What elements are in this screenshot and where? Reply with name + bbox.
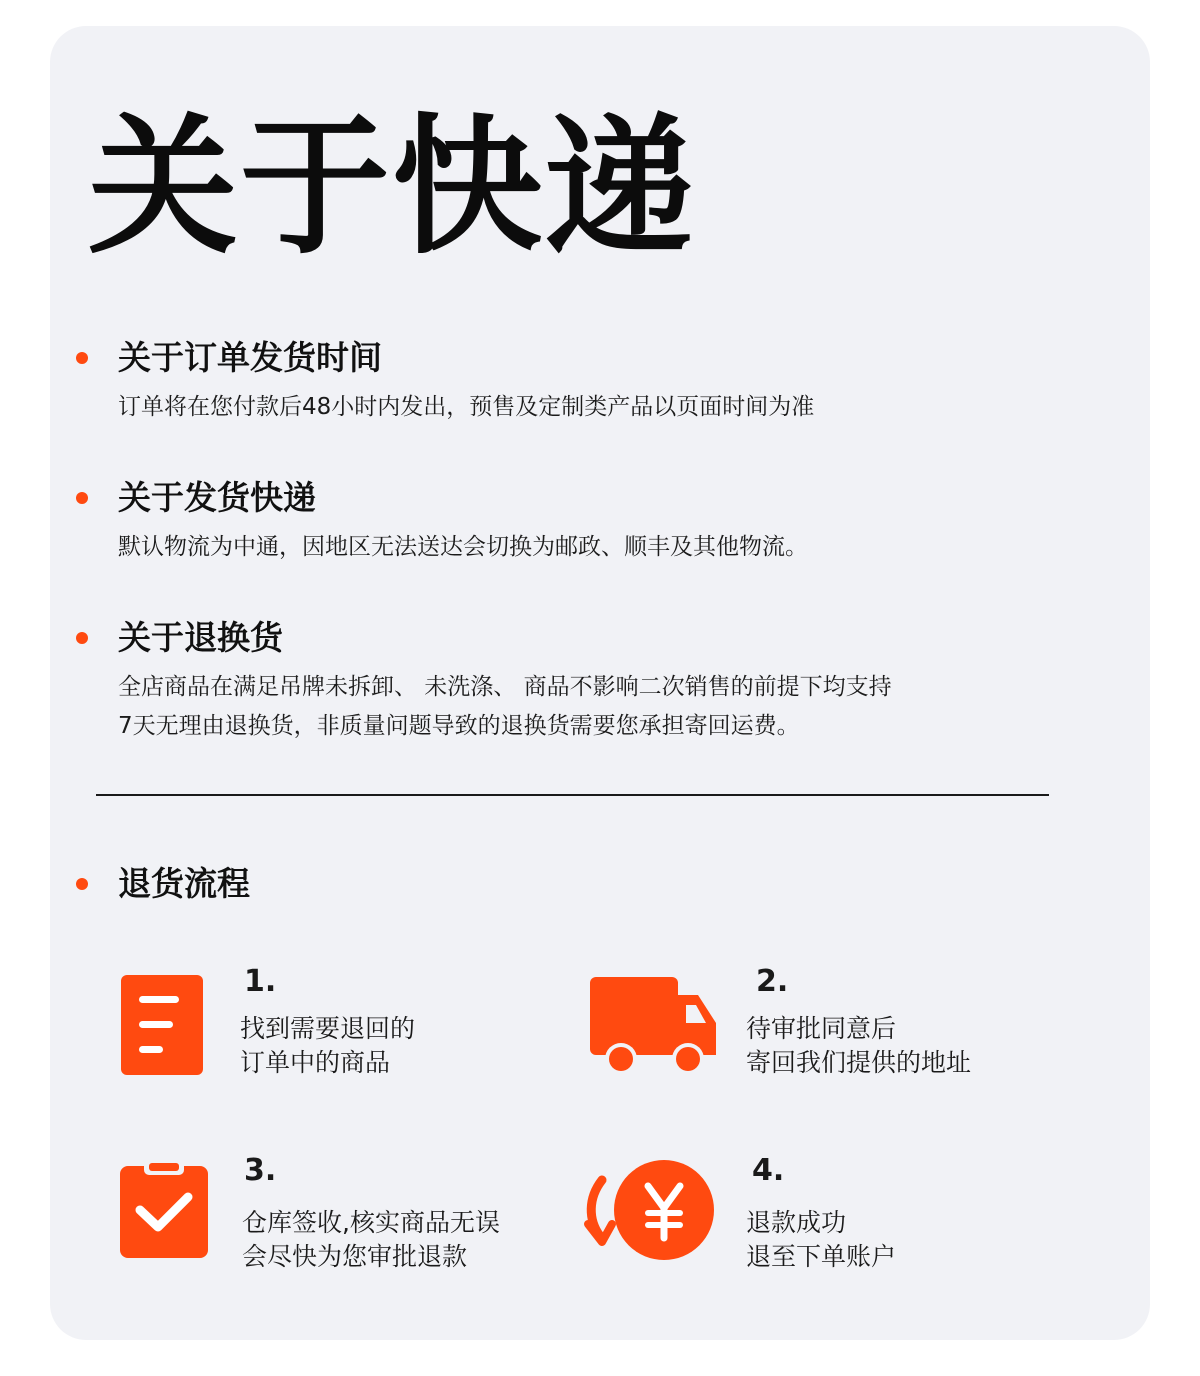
page-title: 关于快递 [88, 101, 697, 275]
section-text: 订单将在您付款后48小时内发出，预售及定制类产品以页面时间为准 [118, 394, 815, 420]
section-title: 关于订单发货时间 [118, 338, 382, 377]
section-title: 关于发货快递 [118, 478, 316, 517]
step-text: 订单中的商品 [240, 1048, 391, 1077]
section-text: 7天无理由退换货，非质量问题导致的退换货需要您承担寄回运费。 [118, 713, 800, 739]
refund-yen-icon [578, 1158, 718, 1262]
section-text: 全店商品在满足吊牌未拆卸、 未洗涤、 商品不影响二次销售的前提下均支持 [118, 674, 892, 700]
bullet-dot [76, 352, 88, 364]
step-text: 寄回我们提供的地址 [746, 1048, 972, 1077]
step-text: 退款成功 [746, 1208, 847, 1237]
bullet-dot [76, 878, 88, 890]
section-title: 关于退换货 [118, 618, 283, 657]
section-title: 退货流程 [118, 864, 250, 903]
bullet-dot [76, 492, 88, 504]
step-text: 待审批同意后 [746, 1014, 897, 1043]
divider [96, 794, 1049, 796]
step-text: 找到需要退回的 [240, 1014, 416, 1043]
document-list-icon [121, 975, 203, 1075]
delivery-truck-icon [588, 975, 718, 1075]
step-number: 1. [244, 964, 277, 999]
step-number: 4. [752, 1153, 785, 1188]
step-number: 2. [756, 964, 789, 999]
step-text: 退至下单账户 [746, 1242, 897, 1271]
section-text: 默认物流为中通，因地区无法送达会切换为邮政、顺丰及其他物流。 [118, 534, 808, 560]
bullet-dot [76, 632, 88, 644]
clipboard-check-icon [118, 1158, 210, 1260]
step-number: 3. [244, 1153, 277, 1188]
step-text: 仓库签收,核实商品无误 [242, 1208, 500, 1237]
step-text: 会尽快为您审批退款 [242, 1242, 468, 1271]
